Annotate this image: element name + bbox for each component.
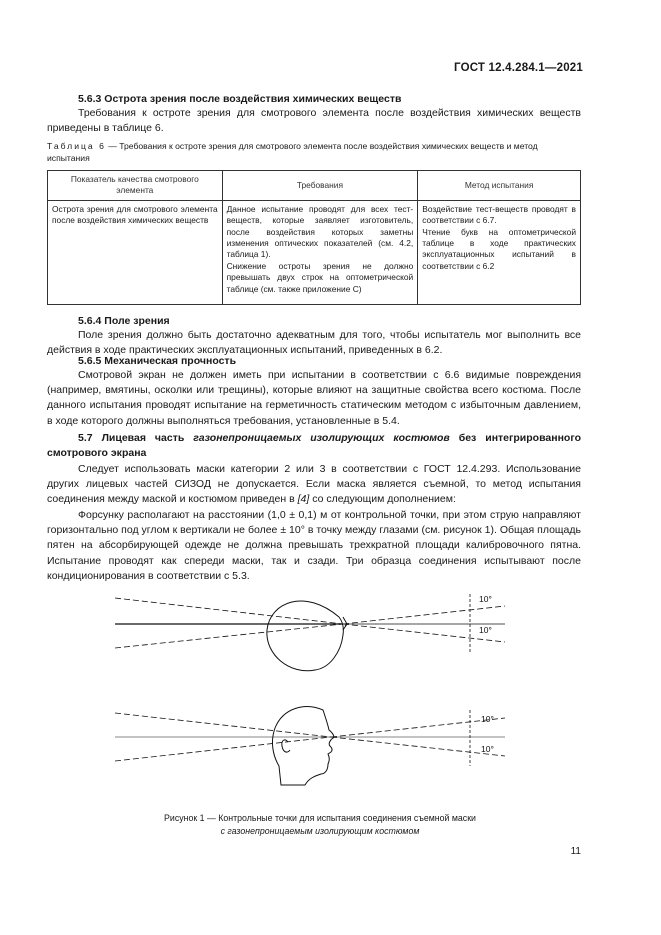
figure-1-caption: [135, 812, 505, 837]
table-header-cell: Требования: [222, 171, 418, 201]
section-5-6-4-paragraph: Поле зрения должно быть достаточно адекватным для того, чтобы испытатель мог выполнить все действия в ходе практических эксплуатационных испытаний, приведенных в 6.2.: [47, 329, 581, 357]
page-number: 11: [570, 846, 581, 857]
section-5-6-5-heading: 5.6.5 Механическая прочность: [78, 355, 237, 367]
table-header-cell: Показатель качества смотрового элемента: [48, 171, 223, 201]
angle-label: 10°: [481, 714, 494, 724]
front-view-spray-lines: [115, 598, 505, 648]
reference-link: [4]: [297, 493, 310, 506]
section-5-6-5-paragraph: Смотровой экран не должен иметь при испытании в соответствии с 6.6 видимые повреждения (например, вмятины, осколки или трещины), которые влияют на защитные свойства всего костюма. После данного испытания проводят испытание на герметичность статическим методом с избыточным давлением, в ходе которого должны выполняться требования, установленные в 5.4.: [47, 369, 581, 427]
table-6: [47, 170, 581, 305]
section-5-6-4-heading: 5.6.4 Поле зрения: [78, 315, 170, 327]
table-cell-requirements: [222, 200, 418, 304]
front-view-head: [267, 601, 347, 671]
table-header-row: [48, 171, 581, 201]
caption-line: Рисунок 1 — Контрольные точки для испытания соединения съемной маски: [164, 813, 476, 823]
heading-italic-part: газонепроницаемых изолирующих костюмов: [193, 432, 450, 444]
cell-text: Чтение букв на оптометрической таблице в ходе практических эксплуатационных испытаний в соответствии с 6.2: [422, 226, 576, 271]
angle-label: 10°: [479, 625, 492, 635]
table-6-label: Таблица 6: [47, 141, 106, 151]
document-code-header: ГОСТ 12.4.284.1—2021: [454, 62, 583, 74]
section-5-7-paragraph-1: [47, 462, 581, 508]
table-6-caption: [47, 141, 581, 164]
caption-line: с газонепроницаемым изолирующим костюмом: [220, 825, 420, 836]
cell-text: Острота зрения для смотрового элемента после воздействия химических веществ: [52, 203, 218, 226]
section-5-6-3-heading: 5.6.3 Острота зрения после воздействия химических веществ: [78, 93, 402, 105]
para-text: со следующим дополнением:: [309, 493, 456, 506]
section-5-7-heading: [47, 431, 581, 461]
para-text: Следует использовать маски категории 2 или 3 в соответствии с ГОСТ 12.4.293. Использование других лицевых частей СИЗОД не допускается. Если маска является съемной, то метод испытания соединения между маской и костюмом приведен в: [47, 463, 581, 506]
section-5-7-paragraph-2: Форсунку располагают на расстоянии (1,0 ± 0,1) м от контрольной точки, при этом струю направляют горизонтально под углом к вертикали не более ± 10° в точку между глазами (см. рисунок 1). Общая площадь пятен на абсорбирующей одежде не должна превышать трехкратной площади калибровочного пятна. Испытание проводят как спереди маски, так и сзади. Три образца соединения испытывают после кондиционирования в соответствии с 5.3.: [47, 509, 581, 582]
cell-text: Данное испытание проводят для всех тест-веществ, которые заявляет изготовитель, после воздействия которых заметны изменения оптических показателей (см. 4.2, таблица 1).: [226, 203, 414, 260]
heading-part: 5.7 Лицевая часть: [78, 432, 194, 444]
table-6-title: — Требования к остроте зрения для смотрового элемента после воздействия химических веществ и метод испытания: [47, 141, 538, 163]
table-row: [48, 200, 581, 304]
angle-label: 10°: [481, 744, 494, 754]
cell-text: Снижение остроты зрения не должно превышать двух строк на оптометрической таблице (см. также приложение С): [226, 260, 414, 294]
section-5-6-3-paragraph: Требования к остроте зрения для смотрового элемента после воздействия химических веществ приведены в таблице 6.: [47, 107, 581, 135]
table-header-cell: Метод испытания: [418, 171, 581, 201]
cell-text: Воздействие тест-веществ проводят в соответствии с 6.7.: [422, 203, 576, 226]
table-cell-method: [418, 200, 581, 304]
heading-part: без интегрированного смотрового экрана: [47, 432, 581, 460]
table-cell-indicator: [48, 200, 223, 304]
angle-label: 10°: [479, 594, 492, 604]
side-view-head: [272, 707, 333, 785]
figure-1-diagram: [115, 580, 525, 800]
